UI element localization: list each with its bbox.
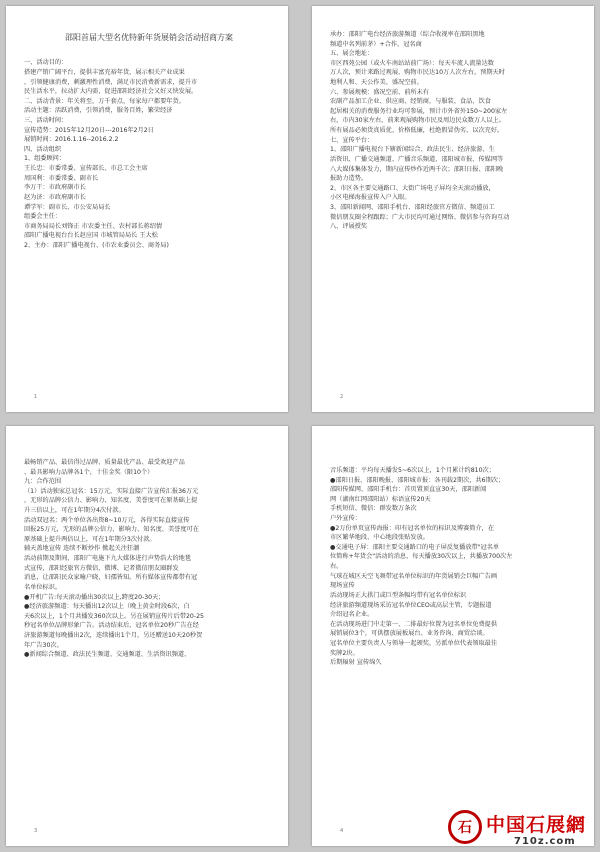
text-line: 谭学军：副市长、市公安局局长 — [24, 203, 111, 211]
text-line: ●新闻综合频道、政法民生频道、交通频道、生活资讯频道、 — [24, 651, 191, 659]
text-line: 五、展会地址： — [330, 50, 374, 58]
text-line: 天6次以上，1个月共播发360次以上。另在展销宣传片后带20-25 — [24, 612, 204, 620]
document-page-3 — [6, 426, 288, 846]
text-line: 微信朋友圈全程跟踪；广大市民均可通过网络、微信参与咨询互动 — [330, 213, 510, 221]
text-line: 市区西苑公园（或火车南站站前广场）：每天车流人流量达数 — [330, 59, 494, 67]
text-line: 周国利：市委常委、副市长 — [24, 174, 99, 182]
watermark-logo-icon: 石 — [448, 810, 482, 844]
text-line: ，引领健康消费，刺激理性消费，满足市民消费新需求，提升市 — [24, 78, 198, 86]
text-line: 活动主题：活跃消费，引领消费，服务百姓，繁荣经济 — [24, 107, 173, 115]
text-line: 户外宣传： — [330, 515, 361, 523]
page-number: 1 — [34, 394, 38, 400]
text-line: 冠名单位主要负责人与领导一起颁奖，另派单位代表领取最佳 — [330, 639, 498, 647]
text-line: 济旅游频道每晚播出2次，连续播出1个月，另还赠送10天20秒贺 — [24, 631, 203, 639]
page-number: 3 — [34, 828, 38, 834]
text-line: 八、评展授奖 — [330, 223, 368, 231]
text-line: 1、邵阳广播电视台下辖新闻综合、政法民生、经济旅游、生 — [330, 146, 495, 154]
text-line: 三、活动时间： — [24, 117, 68, 125]
page-4-content — [330, 466, 580, 668]
text-line: 辅天盖地宣传 连续不断炒作 掀起关注狂潮 — [24, 545, 140, 553]
text-line: 、最具影响力品牌各1个，十佳金奖（限10个） — [24, 468, 154, 476]
text-line: 年广告30次。 — [24, 641, 63, 649]
document-title: 邵阳首届大型名优特新年货展销会活动招商方案 — [65, 33, 233, 42]
page-1-content — [24, 32, 274, 251]
text-line: 升三倍以上，可在1年期分4次付款。 — [24, 507, 125, 515]
text-line: 承办：邵阳广电台经济旅游频道（综合收视率在邵阳黑地 — [330, 31, 485, 38]
text-line: 现场宣传 — [330, 582, 355, 590]
watermark-title: 中国石展網 — [486, 814, 587, 836]
text-line: 介绍冠名企业。 — [330, 611, 374, 619]
text-line: 活动双冠名：两个单位各出资8~10万元，各得实际直接宣传 — [24, 516, 190, 524]
text-line: ●开机广告:每天滚动播出30次以上,跨度20-30天； — [24, 593, 165, 601]
page-2-content — [330, 30, 580, 232]
text-line: 王长忠：市委常委、宣传部长、市总工会主席 — [24, 165, 148, 173]
text-line: ●2万份单页宣传海报：印有冠名单位的标识及博赛简介，在 — [330, 524, 495, 532]
text-line: 二、活动背景：年关将至，万千套点，每家每户都要年货。 — [24, 97, 185, 105]
text-line: ●经济旅游频道：每天播出12次以上（晚上黄金时段6次，白 — [24, 603, 190, 611]
text-line: 1、组委顾问： — [24, 155, 66, 163]
text-line: 音乐频道：平均每天播发5~6次以上，1个月累计约810次； — [330, 467, 495, 474]
text-line: 民生活水平，拉动扩大内需，促进邵阳经济社会又好又快发展。 — [24, 88, 198, 96]
text-line: 所有展品必须货真质优、价格低廉，杜绝假冒伪劣，以次充好。 — [330, 127, 504, 135]
text-line: 邵阳广播电视台台长赵应国 市城管局局长 王大松 — [24, 232, 158, 240]
page-number: 2 — [340, 394, 344, 400]
text-line: 四、活动组织 — [24, 145, 62, 153]
text-line: 小区电梯海报宣传入户入眼。 — [330, 194, 411, 202]
document-page-2 — [312, 6, 594, 412]
text-line: 奖牌2块。 — [330, 649, 359, 657]
text-line: 名单位标识。 — [24, 583, 62, 591]
page-number: 4 — [340, 828, 344, 834]
text-line: ●交通电子屏：邵阳主要交通路口的电子屏反复播放带"冠名单 — [330, 543, 500, 551]
text-line: 市商务局局长刘锋正 市农委主任、农村部长蒋绍情 — [24, 222, 163, 230]
text-line: 2、主办：邵阳广播电视台、(市农业委员会、商务局) — [24, 241, 169, 249]
text-line: 农副产品加工企业、供应商、经销商，与服装、食品、饮食 — [330, 98, 491, 106]
text-line: 市区繁华地段、中心地段张贴发放。 — [330, 534, 429, 542]
text-line: 地利人和、天公作美、盛况空前。 — [330, 79, 423, 87]
text-line: 展销时间：2016.1.16--2016.2.2 — [24, 136, 119, 144]
text-line: 经济旅游频道现场采访冠名单位CEO或高层主管，专题报道 — [330, 601, 492, 609]
text-line: 一、活动目的： — [24, 59, 68, 67]
text-line: 3、邵阳新闻网、邵阳手机台、邵阳经旅官方微信、频道员工 — [330, 203, 495, 211]
text-line: 右。 — [330, 563, 343, 571]
text-line: 组委会主任： — [24, 213, 62, 221]
text-line: 搭建产销广阔平台，提供丰富充裕年货，展示相关产业成果 — [24, 69, 185, 76]
text-line: 李万干：市政府副市长 — [24, 184, 86, 192]
text-line: 活资讯、广播交通频道、广播音乐频道、邵阳城市报、传媒网等 — [330, 155, 504, 163]
text-line: 原基础上提升两倍以上，可在1年期分3次付款。 — [24, 535, 156, 543]
text-line: 消息，让邵阳民众家喻户晓，妇孺皆知。所有媒体宣传都带有冠 — [24, 574, 198, 582]
text-line: ，无形的品牌公信力、影响力、知名度、美誉度可在原基础上提 — [24, 497, 198, 505]
text-line: 式宣传，邵阳经旅官方微信、微博、记者微信朋友圈群发 — [24, 564, 179, 572]
text-line: 手机短信、微信：群发数万条次 — [330, 505, 417, 513]
text-line: 万人次，预计来路过观展、购物市民达10万人次左右，预期天时 — [330, 69, 505, 77]
text-line: 报助力造势。 — [330, 175, 368, 183]
text-line: 活动现场正大拱门或巨型条幅均带有冠名单位标识 — [330, 591, 467, 599]
text-line: 八大媒体集体发力，期内宣传炒作近两千次；邵阳日报、邵阳晚 — [330, 165, 504, 173]
text-line: 七、宣传平台： — [330, 136, 374, 144]
text-line: 秒冠名单位品牌形象广告。活动结束后，冠名单位20秒广告在经 — [24, 622, 199, 630]
text-line: 后期辐射 宣传绵久 — [330, 659, 382, 667]
text-line: 展销展位3个，可供摆放展板展台、业务咨询、商贸洽谈。 — [330, 630, 489, 638]
text-line: 六、参展规模：盛况空前、前所未有 — [330, 88, 429, 96]
text-line: 起居相关的消费服务行业均可参展，预计市外省外150~200家左 — [330, 107, 508, 115]
text-line: 2、市区各主要交通路口、大街广场电子屏均全天滚动播放， — [330, 184, 495, 192]
text-line: 回报25万元，无形的品牌公信力、影响力、知名度、美誉度可在 — [24, 526, 199, 534]
text-line: 位简称+年货会"活动的消息，每天播放30次以上，共播放700次左 — [330, 553, 513, 561]
watermark-url: 710z.com — [514, 836, 576, 847]
text-line: 赵为济：市政府副市长 — [24, 193, 86, 201]
text-line: 邵阳传媒网、邵阳手机台：首页置顶直宣30天，邵阳新闻 — [330, 486, 487, 494]
text-line: 气球在城区天空飞舞带冠名单位标识的年货展销会巨幅广告画 — [330, 572, 498, 580]
text-line: 九：合作范围 — [24, 478, 62, 486]
document-page-4 — [312, 426, 594, 846]
text-line: 网（湖南红网邵阳站）标语宣传20天 — [330, 495, 431, 503]
site-watermark — [448, 810, 598, 852]
document-page-1 — [6, 6, 288, 412]
text-line: 宣传造势：2015年12月20日---2016年2月2日 — [24, 126, 154, 134]
text-line: ●邵阳日报、邵阳晚报、邵阳城市报：各刊载2期次，共6期次； — [330, 476, 505, 484]
page-3-content — [24, 458, 274, 660]
text-line: （1）活动独家总冠名：15万元，实际直接广告宣传汇报36万元 — [24, 487, 199, 495]
text-line: 在活动现场进门中走第一、二排最好位置为冠名单位免费提供 — [330, 620, 498, 628]
text-line: 活动前期及期间，邵阳广电施下九大媒体进行声势浩大的地毯 — [24, 555, 192, 563]
text-line: 右，市内30家左右，前来观展购物市民及周边民众数万人以上。 — [330, 117, 505, 125]
text-line: 频道中名列前茅）+合作、冠名商 — [330, 40, 422, 48]
text-line: 最畅销产品、最信得过品牌、质量最优产品、最受欢迎产品 — [24, 459, 185, 466]
